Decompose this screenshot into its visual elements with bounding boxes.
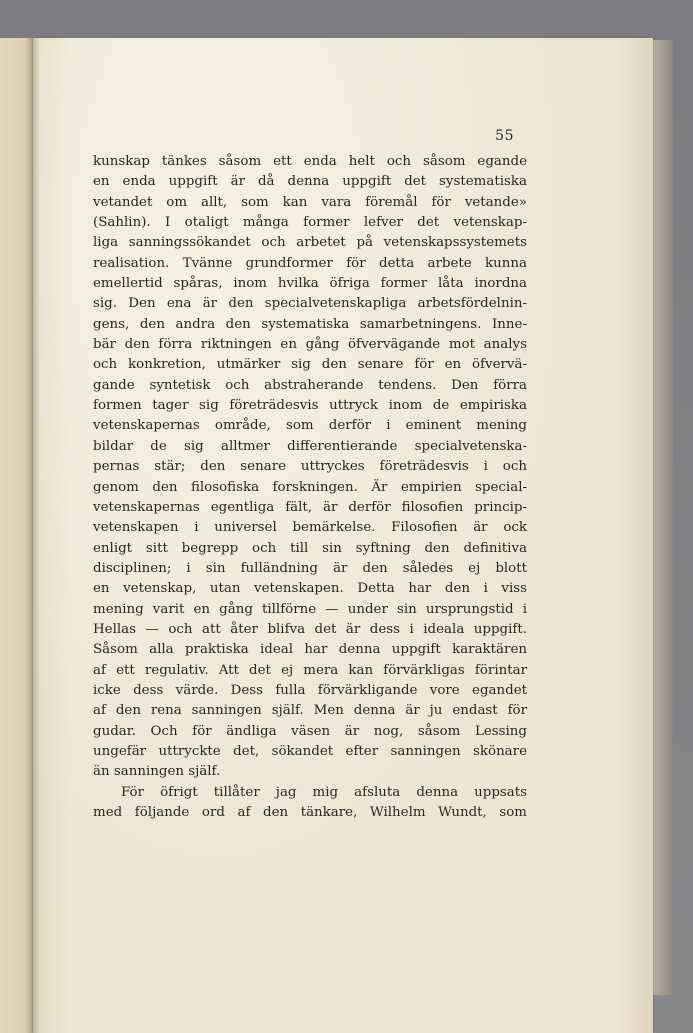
- text-line: liga sanningssökandet och arbetet på vetenskapssystemets: [93, 235, 527, 251]
- text-line: bär den förra riktningen en gång öfvervägande mot analys: [93, 337, 527, 353]
- text-line: af ett regulativ. Att det ej mera kan förvärkligas förintar: [93, 662, 527, 678]
- text-line: af den rena sanningen själf. Men denna är ju endast för: [93, 703, 527, 719]
- text-line: mening varit en gång tillförne — under sin ursprungstid i: [93, 601, 527, 617]
- text-line: icke dess värde. Dess fulla förvärkligande vore egandet: [93, 682, 527, 698]
- gutter-shadow: [26, 38, 40, 1033]
- text-line: formen tager sig företrädesvis uttryck inom de empiriska: [93, 398, 527, 414]
- text-line: disciplinen; i sin fulländning är den således ej blott: [93, 560, 527, 576]
- text-line: gudar. Och för ändliga väsen är nog, såsom Lessing: [93, 723, 527, 739]
- text-line: realisation. Tvänne grundformer för detta arbete kunna: [93, 255, 527, 271]
- text-line: Såsom alla praktiska ideal har denna uppgift karaktären: [93, 642, 527, 658]
- text-line: emellertid spåras, inom hvilka öfriga former låta inordna: [93, 276, 527, 292]
- page-stack-edge: [653, 40, 673, 995]
- text-line: pernas stär; den senare uttryckes företrädesvis i och: [93, 459, 527, 475]
- text-line: kunskap tänkes såsom ett enda helt och såsom egande: [93, 154, 527, 169]
- text-line: vetenskapernas egentliga fält, är derför filosofien princip-: [93, 499, 527, 515]
- paragraph-end-line: än sanningen själf.: [93, 764, 221, 780]
- text-line: (Sahlin). I otaligt många former lefver det vetenskap-: [93, 215, 527, 231]
- text-line: ungefär uttryckte det, sökandet efter sanningen skönare: [93, 743, 527, 759]
- text-line: vetenskapen i universel bemärkelse. Filosofien är ock: [93, 520, 527, 536]
- text-line: sig. Den ena är den specialvetenskapliga arbetsfördelnin-: [93, 296, 527, 312]
- text-line: med följande ord af den tänkare, Wilhelm Wundt, som: [93, 805, 527, 820]
- text-line: gens, den andra den systematiska samarbetningens. Inne-: [93, 316, 527, 332]
- text-line: och konkretion, utmärker sig den senare för en öfvervä-: [93, 357, 527, 373]
- page-number: 55: [495, 128, 514, 144]
- text-line: en enda uppgift är då denna uppgift det systematiska: [93, 174, 527, 190]
- text-line: För öfrigt tillåter jag mig afsluta denna uppsats: [121, 784, 527, 800]
- text-line: en vetenskap, utan vetenskapen. Detta har den i viss: [93, 581, 527, 597]
- text-line: enligt sitt begrepp och till sin syftning den definitiva: [93, 540, 527, 556]
- text-line: vetandet om allt, som kan vara föremål för vetande»: [93, 194, 527, 210]
- text-line: genom den filosofiska forskningen. Är empirien special-: [93, 479, 527, 495]
- text-line: Hellas — och att åter blifva det är dess i ideala uppgift.: [93, 621, 527, 637]
- text-line: gande syntetisk och abstraherande tendens. Den förra: [93, 377, 527, 393]
- text-line: bildar de sig alltmer differentierande specialvetenska-: [93, 438, 527, 454]
- text-line: vetenskapernas område, som derför i eminent mening: [93, 418, 527, 434]
- body-text: [93, 152, 527, 823]
